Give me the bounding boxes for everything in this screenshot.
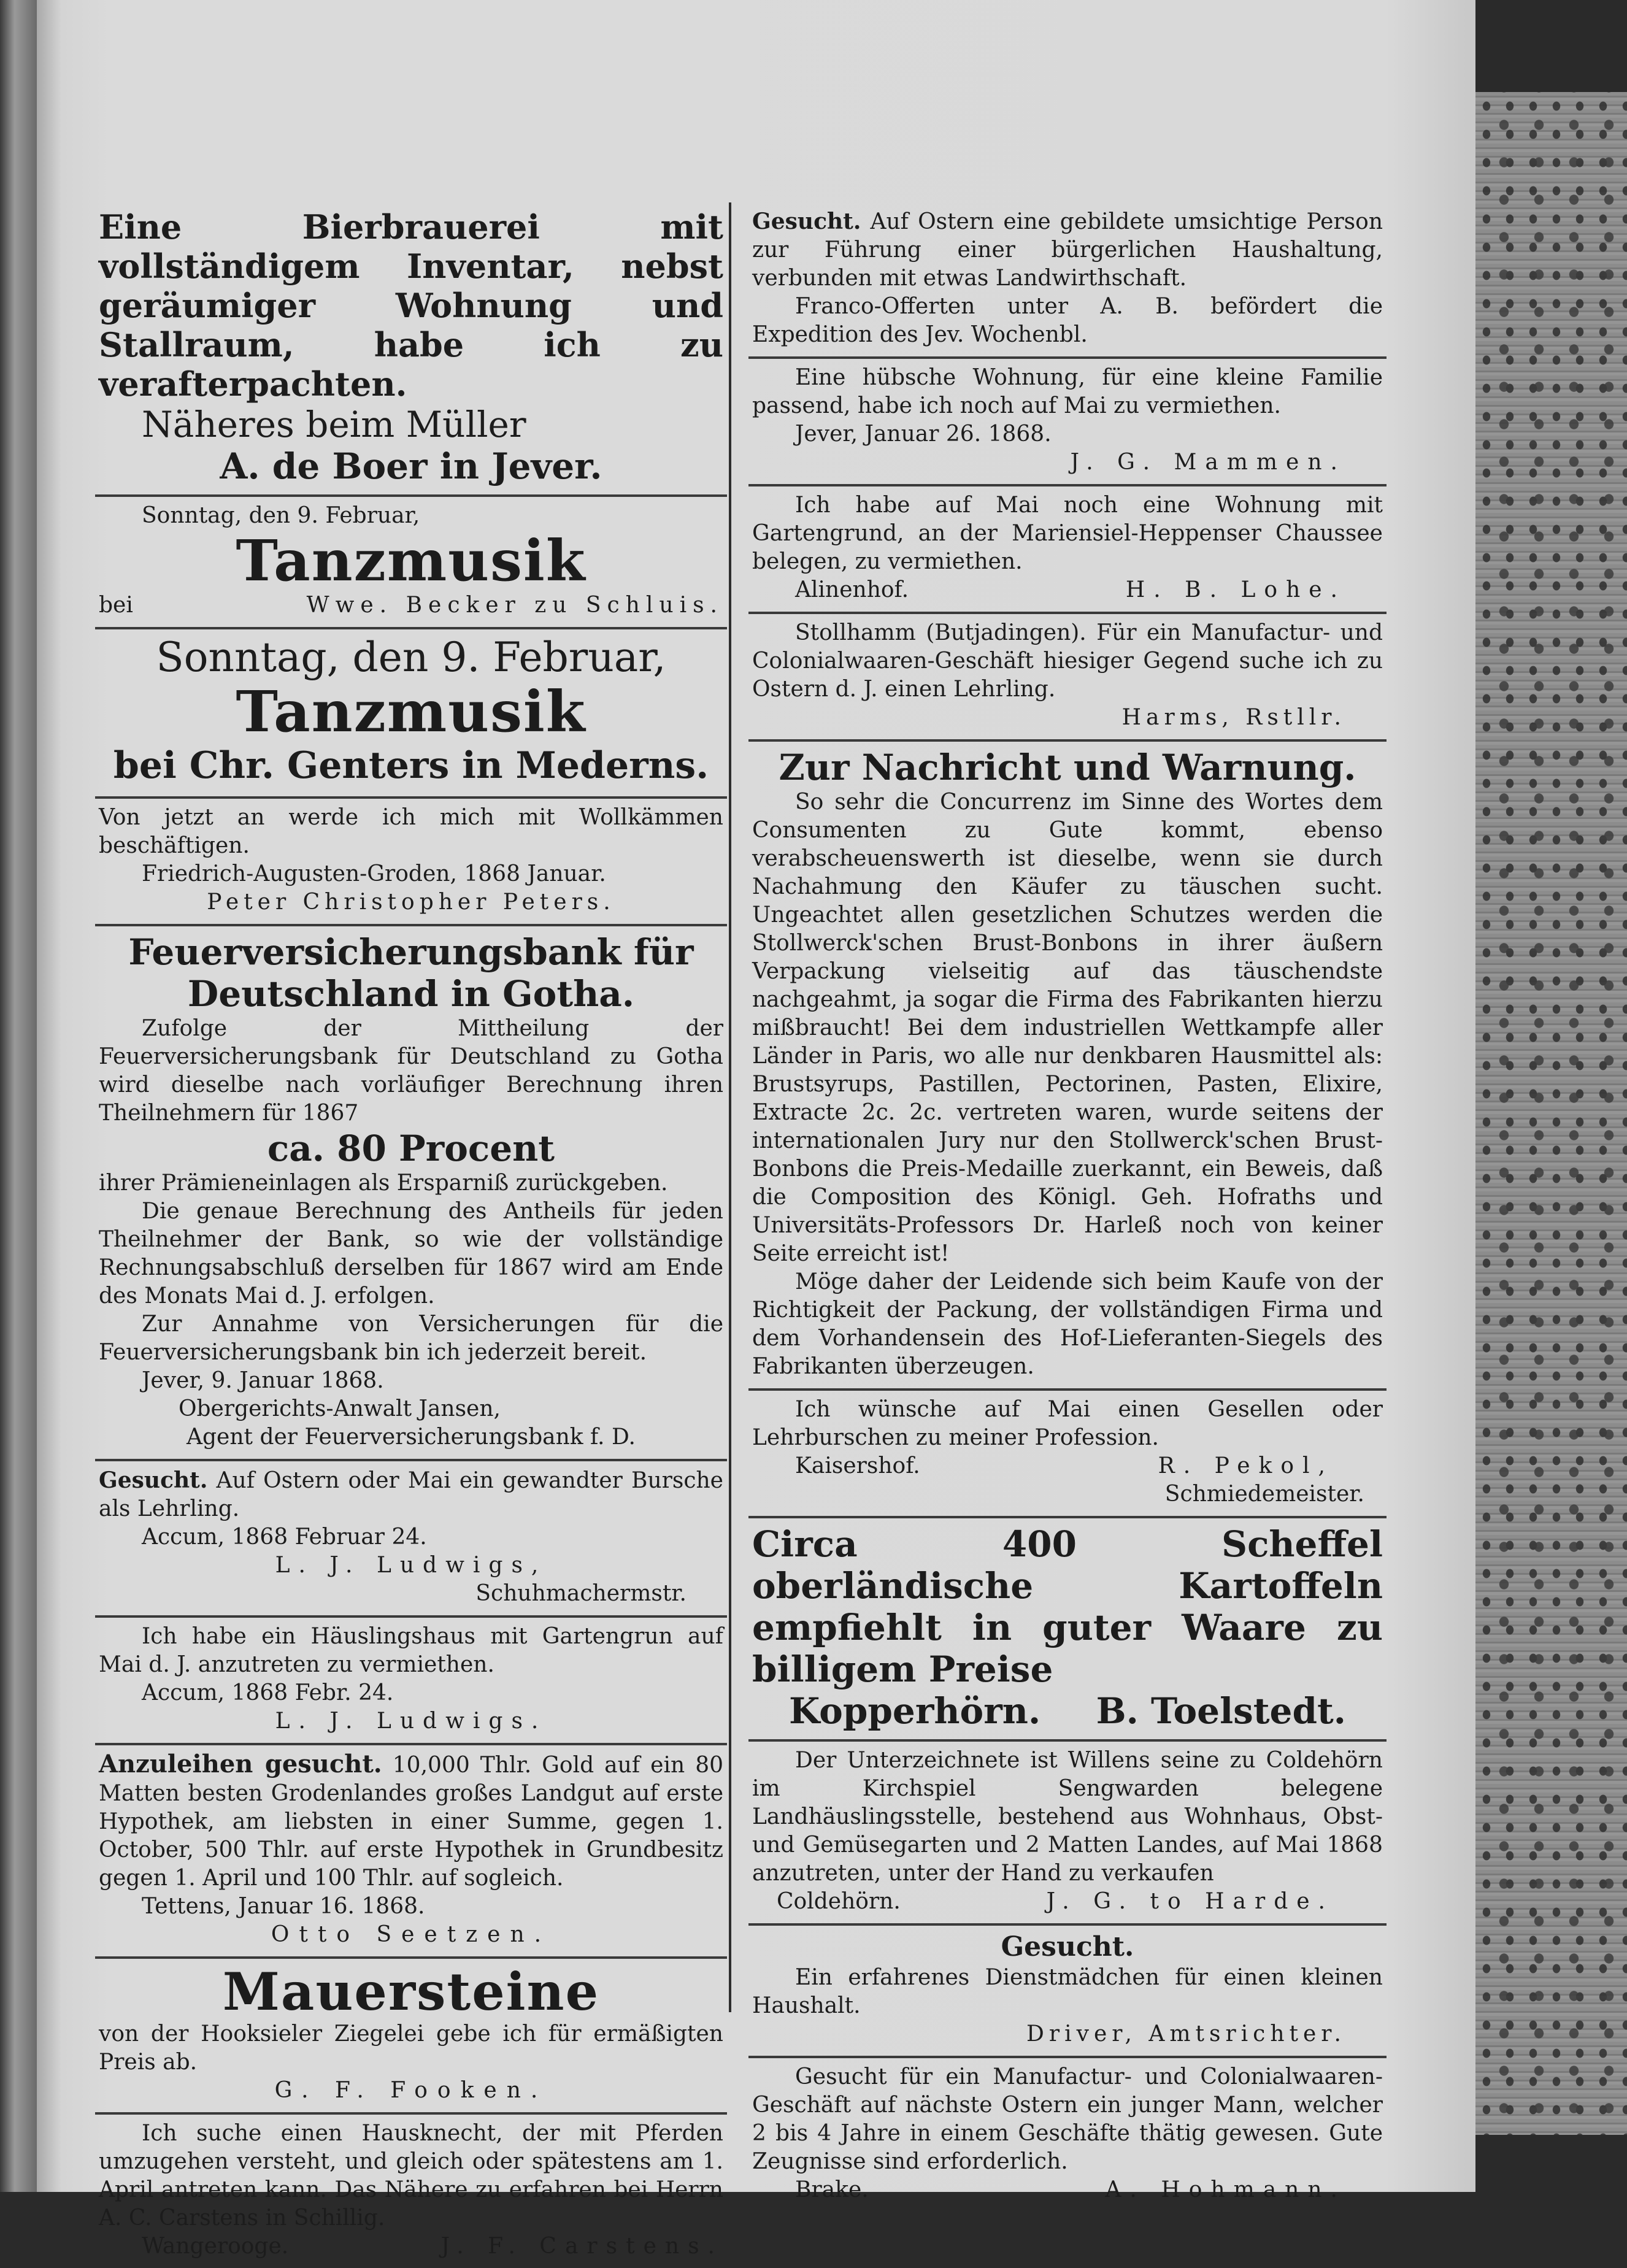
knecht-text: Ich suche einen Hausknecht, der mit Pferden umzugehen versteht, und gleich oder spätestens am 1. April antreten kann. Das Nähere zu erfahren bei Herrn A. C. Carstens in Schillig. <box>99 2121 723 2231</box>
brauerei-info: Näheres beim Müller <box>142 404 526 445</box>
landh-sig: J. G. to Harde. <box>1046 1889 1334 1914</box>
right-column <box>748 202 1387 2212</box>
feuer-sig1: Obergerichts-Anwalt Jansen, <box>179 1396 501 1421</box>
wohnung1-place: Jever, Januar 26. 1868. <box>795 421 1052 447</box>
stollhamm-text: Stollhamm (Butjadingen). Für ein Manufactur- und Colonialwaaren-Geschäft hiesiger Gegend suche ich zu Ostern d. J. einen Lehrling. <box>752 620 1383 702</box>
feuer-title: Feuerversicherungsbank für Deutschland in Gotha. <box>128 931 694 1015</box>
landh-place: Coldehörn. <box>777 1889 901 1914</box>
tanz2-date: Sonntag, den 9. Februar, <box>156 634 666 681</box>
tanz1-title: Tanzmusik <box>236 528 587 594</box>
ad-tanzmusik-2 <box>95 629 727 799</box>
feuer-place: Jever, 9. Januar 1868. <box>142 1368 384 1393</box>
ad-gesucht-lehrling <box>95 1461 727 1618</box>
landh-sig-row <box>752 1888 1383 1916</box>
anleihen-place: Tettens, Januar 16. 1868. <box>142 1894 425 1919</box>
brauerei-text: Eine Bierbrauerei mit vollständigem Inventar, nebst geräumiger Wohnung und Stallraum, habe ich zu verafterpachten. <box>99 207 723 404</box>
ad-haeuslingshaus <box>95 1618 727 1745</box>
warnung-text2: Möge daher der Leidende sich beim Kaufe von der Richtigkeit der Packung, der vollständigen Firma und dem Vorhandensein des Hof-Lieferanten-Siegels des Fabrikanten überzeugen. <box>752 1269 1383 1379</box>
dienst-text: Ein erfahrenes Dienstmädchen für einen kleinen Haushalt. <box>752 1965 1383 2018</box>
geselle-text: Ich wünsche auf Mai einen Gesellen oder Lehrburschen zu meiner Profession. <box>752 1397 1383 1450</box>
ad-wohnung-1 <box>748 359 1387 486</box>
ad-feuerversicherung <box>95 926 727 1461</box>
ad-tanzmusik-1 <box>95 497 727 629</box>
knecht-sig: J. F. Carstens. <box>440 2234 723 2259</box>
tanz2-title: Tanzmusik <box>236 678 587 745</box>
kartoffeln-place: Kopperhörn. <box>789 1690 1041 1732</box>
geselle-place: Kaisershof. <box>795 1453 920 1478</box>
feuer-text1: Zufolge der Mittheilung der Feuerversicherungsbank für Deutschland zu Gotha wird dieselbe nach vorläufiger Berechnung ihren Theilnehmern für 1867 <box>99 1016 723 1126</box>
knecht-sig-row <box>99 2232 723 2261</box>
anleihen-body <box>99 1750 723 1893</box>
jm-text: Gesucht für ein Manufactur- und Colonialwaaren-Geschäft auf nächste Ostern ein junger Mann, welcher 2 bis 4 Jahre in einem Geschäfte thätig gewesen. Gute Zeugnisse sind erforderlich. <box>752 2064 1383 2174</box>
person-text2: Franco-Offerten unter A. B. befördert die Expedition des Jev. Wochenbl. <box>752 294 1383 347</box>
ad-gesucht-person <box>748 202 1387 359</box>
ad-hausknecht <box>95 2112 727 2268</box>
wohnung1-text: Eine hübsche Wohnung, für eine kleine Familie passend, habe ich noch auf Mai zu vermiethen. <box>752 365 1383 418</box>
kartoffeln-sig-row <box>752 1690 1383 1732</box>
kartoffeln-sig: B. Toelstedt. <box>1096 1690 1346 1732</box>
mauersteine-text: von der Hooksieler Ziegelei gebe ich für ermäßigten Preis ab. <box>99 2021 723 2075</box>
jm-sig-row <box>752 2176 1383 2204</box>
lehrling-lead: Gesucht. <box>99 1467 208 1493</box>
lehrling-sig2: Schuhmachermstr. <box>475 1581 687 1606</box>
kartoffeln-text: Circa 400 Scheffel oberländische Kartoffeln empfiehlt in guter Waare zu billigem Preise <box>752 1523 1383 1690</box>
wohnung2-sig: H. B. Lohe. <box>1125 577 1346 602</box>
book-binding <box>0 0 37 2192</box>
ad-anleihen <box>95 1745 727 1959</box>
wohnung1-sig: J. G. Mammen. <box>1070 450 1346 475</box>
haus-text: Ich habe ein Häuslingshaus mit Gartengrun auf Mai d. J. anzutreten zu vermiethen. <box>99 1624 723 1677</box>
brauerei-signature: A. de Boer in Jever. <box>220 445 602 487</box>
left-column <box>95 202 727 2268</box>
anleihen-sig: Otto Seetzen. <box>271 1922 552 1947</box>
woll-place: Friedrich-Augusten-Groden, 1868 Januar. <box>142 861 606 886</box>
ad-geselle <box>748 1391 1387 1518</box>
tanz1-host: Wwe. Becker zu Schluis. <box>306 593 723 618</box>
feuer-text3: Die genaue Berechnung des Antheils für jeden Theilnehmer der Bank, so wie der vollständige Rechnungsabschluß derselben für 1867 wird am Ende des Monats Mai d. J. erfolgen. <box>99 1199 723 1309</box>
anleihen-text: 10,000 Thlr. Gold auf ein 80 Matten besten Grodenlandes großes Landgut auf erste Hypothek, am liebsten in einer Summe, gegen 1. October, 500 Thlr. auf erste Hypothek in Grundbesitz gegen 1. April und 100 Thlr. auf sogleich. <box>99 1753 723 1891</box>
haus-place: Accum, 1868 Febr. 24. <box>142 1680 394 1705</box>
geselle-sig-row <box>752 1452 1383 1480</box>
dienst-sig: Driver, Amtsrichter. <box>1026 2021 1346 2047</box>
feuer-percent: ca. 80 Procent <box>267 1128 555 1169</box>
newspaper-page <box>37 0 1475 2259</box>
geselle-sig2: Schmiedemeister. <box>1164 1482 1364 1507</box>
haus-sig: L. J. Ludwigs. <box>275 1709 547 1734</box>
ad-lehrling-stollhamm <box>748 614 1387 742</box>
tanz1-host-row <box>99 591 723 620</box>
jm-sig: A. Hohmann. <box>1105 2177 1346 2202</box>
wohnung2-text: Ich habe auf Mai noch eine Wohnung mit Gartengrund, an der Mariensiel-Heppenser Chaussee belegen, zu vermiethen. <box>752 493 1383 574</box>
ad-wollkaemmen <box>95 799 727 926</box>
mauersteine-sig: G. F. Fooken. <box>274 2078 548 2103</box>
feuer-text4: Zur Annahme von Versicherungen für die Feuerversicherungsbank bin ich jederzeit bereit. <box>99 1312 723 1365</box>
lehrling-sig1: L. J. Ludwigs, <box>275 1553 547 1578</box>
ad-wohnung-2 <box>748 486 1387 614</box>
feuer-sig2: Agent der Feuerversicherungsbank f. D. <box>187 1424 636 1450</box>
jm-place: Brake. <box>795 2177 869 2202</box>
wohnung2-place: Alinenhof. <box>795 577 909 602</box>
tanz2-host: bei Chr. Genters in Mederns. <box>113 744 709 787</box>
ad-dienstmaedchen <box>748 1926 1387 2058</box>
lehrling-text: Auf Ostern oder Mai ein gewandter Bursche als Lehrling. <box>99 1468 723 1521</box>
wohnung2-sig-row <box>752 576 1383 604</box>
ad-landhaeusling <box>748 1742 1387 1926</box>
ad-junger-mann <box>748 2058 1387 2212</box>
anleihen-lead: Anzuleihen gesucht. <box>99 1750 382 1778</box>
ad-mauersteine <box>95 1959 727 2112</box>
ad-warnung <box>748 742 1387 1391</box>
feuer-text2: ihrer Prämieneinlagen als Ersparniß zurückgeben. <box>99 1171 668 1196</box>
person-body <box>752 207 1383 293</box>
woll-signature: Peter Christopher Peters. <box>207 890 615 915</box>
lehrling-place: Accum, 1868 Februar 24. <box>142 1524 427 1550</box>
ad-brauerei <box>95 202 727 497</box>
geselle-sig1: R. Pekol, <box>1158 1453 1334 1478</box>
tanz1-date: Sonntag, den 9. Februar, <box>142 503 420 528</box>
column-divider <box>729 202 731 2012</box>
lehrling-body <box>99 1466 723 1523</box>
tanz1-pre: bei <box>99 593 133 618</box>
landh-text: Der Unterzeichnete ist Willens seine zu Coldehörn im Kirchspiel Sengwarden belegene Landhäuslingsstelle, bestehend aus Wohnhaus, Obst- und Gemüsegarten und 2 Matten Landes, auf Mai 1868 anzutreten, unter der Hand zu verkaufen <box>752 1748 1383 1886</box>
warnung-title: Zur Nachricht und Warnung. <box>779 747 1356 788</box>
person-text: Auf Ostern eine gebildete umsichtige Person zur Führung einer bürgerlichen Haushaltung, verbunden mit etwas Landwirthschaft. <box>752 209 1383 291</box>
dienst-title: Gesucht. <box>1001 1931 1134 1962</box>
book-page-edge <box>1472 92 1627 2135</box>
ad-kartoffeln <box>748 1518 1387 1742</box>
mauersteine-title: Mauersteine <box>222 1961 600 2022</box>
knecht-place: Wangerooge. <box>142 2234 289 2259</box>
page-edge-texture <box>1475 92 1627 2135</box>
woll-text: Von jetzt an werde ich mich mit Wollkämmen beschäftigen. <box>99 805 723 858</box>
stollhamm-sig: Harms, Rstllr. <box>1121 705 1346 730</box>
person-lead: Gesucht. <box>752 209 861 234</box>
warnung-text1: So sehr die Concurrenz im Sinne des Wortes dem Consumenten zu Gute kommt, ebenso verabscheuenswerth ist dieselbe, wenn sie durch Nachahmung den Käufer zu täuschen sucht. Ungeachtet allen gesetzlichen Schutzes werden die Stollwerck'schen Brust-Bonbons in ihrer äußern Verpackung vielseitig auf das täuschendste nachgeahmt, ja sogar die Firma des Fabrikanten hierzu mißbraucht! Bei dem industriellen Wettkampfe aller Länder in Paris, wo alle nur denkbaren Hausmittel als: Brustsyrups, Pastillen, Pectorinen, Pasten, Elixire, Extracte 2c. 2c. vertreten waren, wurde seitens der internationalen Jury nur den Stollwerck'schen Brust-Bonbons die Preis-Medaille zuerkannt, ein Beweis, daß die Composition des Königl. Geh. Hofraths und Universitäts-Professors Dr. Harleß noch von keiner Seite erreicht ist! <box>752 790 1383 1266</box>
